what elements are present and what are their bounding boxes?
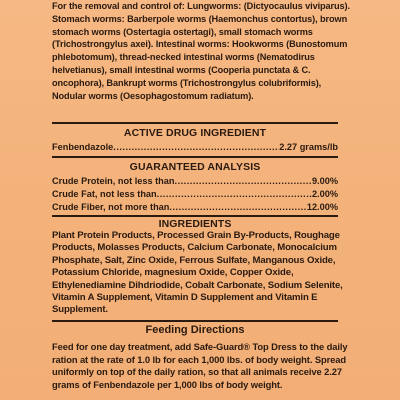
divider	[52, 320, 338, 322]
leader-dots	[175, 176, 312, 186]
guaranteed-analysis-heading: GUARANTEED ANALYSIS	[129, 161, 261, 173]
analysis-value: 12.00%	[306, 202, 338, 212]
ingredients-text: Plant Protein Products, Processed Grain By-Products, Roughage Products, Molasses Products, Calcium Carbonate, Monocalcium Phosphate, Salt, Zinc Oxide, Ferrous Sulfate, Manganous Oxide, Potassium Chloride, magnesium Oxide, Copper Oxide, Ethylenediamine Dihdriodide, Cobalt Carbonate, Sodium Selenite, Vitamin A Supplement, Vitamin D Supplement and Vitamin E Supplement.	[52, 230, 343, 316]
analysis-row	[52, 176, 338, 186]
analysis-row	[52, 189, 338, 199]
feeding-directions-heading: Feeding Directions	[145, 324, 245, 336]
ingredients-heading: INGREDIENTS	[158, 218, 232, 230]
active-drug-value: 2.27 grams/lb	[279, 142, 338, 152]
indications-text: For the removal and control of: Lungworms: (Dictyocaulus viviparus). Stomach worms: Barberpole worms (Haemonchus contortus), brown stomach worms (Ostertagia ostertagi), small stomach worms (Trichostrongylus axei). Intestinal worms: Hookworms (Bunostomum phlebotomum), thread-necked intestinal worms (Nematodirus helvetianus), small intestinal worms (Cooperia punctata & C. oncophora), Bankrupt worms (Trichostrongylus colubriformis), Nodular worms (Oesophagostomum radiatum).	[52, 1, 350, 101]
leader-dots	[169, 202, 306, 212]
feeding-directions-text: Feed for one day treatment, add Safe-Guard® Top Dress to the daily ration at the rate of 1.0 lb for each 1,000 lbs. of body weight. Spread uniformly on top of the daily ration, so that all animals receive 2.27 grams of Fenbendazole per 1,000 lbs of body weight.	[52, 341, 348, 390]
divider	[52, 156, 338, 158]
divider	[52, 122, 338, 124]
analysis-value: 9.00%	[311, 176, 338, 186]
analysis-row	[52, 202, 338, 212]
leader-dots	[113, 142, 279, 152]
analysis-label: Crude Fiber, not more than	[52, 202, 170, 212]
analysis-value: 2.00%	[311, 189, 338, 199]
analysis-label: Crude Fat, not less than	[52, 189, 157, 199]
active-drug-heading: ACTIVE DRUG INGREDIENT	[123, 127, 267, 139]
leader-dots	[157, 189, 312, 199]
active-drug-row	[52, 142, 338, 152]
divider	[52, 215, 338, 217]
analysis-label: Crude Protein, not less than	[52, 176, 175, 186]
active-drug-name: Fenbendazole	[52, 142, 114, 152]
